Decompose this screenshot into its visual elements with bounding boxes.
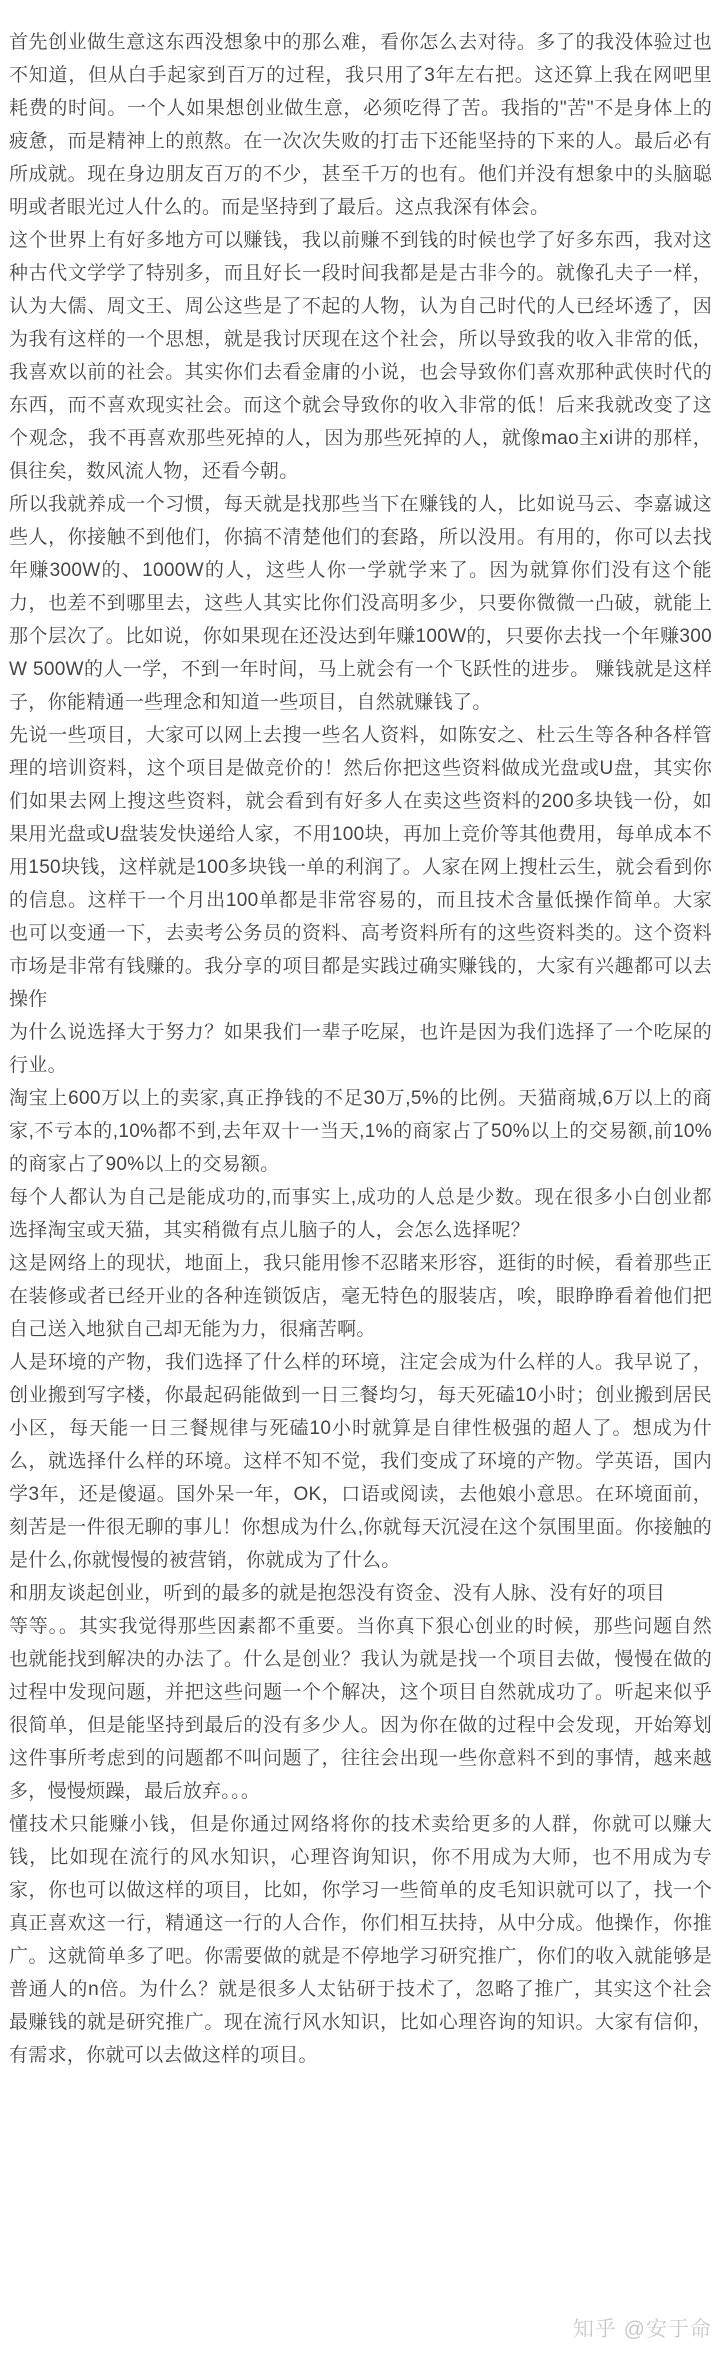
paragraph-line: 等等。。其实我觉得那些因素都不重要。当你真下狠心创业的时候，那些问题自然也就能找到解决的办法了。什么是创业？我认为就是找一个项目去做，慢慢在做的过程中发现问题，并把这些问题一个个解决，这个项目自然就成功了。听起来似乎很简单，但是能坚持到最后的没有多少人。因为你在做的过程中会发现，开始筹划这件事所考虑到的问题都不叫问题了，往往会出现一些你意料不到的事情，越来越多，慢慢烦躁，最后放弃。。。 (9, 1616, 712, 1802)
paragraph-line: 和朋友谈起创业，听到的最多的就是抱怨没有资金、没有人脉、没有好的项目 (9, 1583, 666, 1604)
article-paragraph: 先说一些项目，大家可以网上去搜一些名人资料，如陈安之、杜云生等各种各样管理的培训资料，这个项目是做竞价的！然后你把这些资料做成光盘或U盘，其实你们如果去网上搜这些资料，就会看到有好多人在卖这些资料的200多块钱一份，如果用光盘或U盘装发快递给人家，不用100块，再加上竞价等其他费用，每单成本不用150块钱，这样就是100多块钱一单的利润了。人家在网上搜杜云生，就会看到你的信息。这样干一个月出100单都是非常容易的，而且技术含量低操作简单。大家也可以变通一下，去卖考公务员的资料、高考资料所有的这些资料类的。这个资料市场是非常有钱赚的。我分享的项目都是实践过确实赚钱的，大家有兴趣都可以去操作 (9, 725, 712, 1010)
article-paragraph: 这是网络上的现状，地面上，我只能用惨不忍睹来形容，逛街的时候，看着那些正在装修或者已经开业的各种连锁饭店，毫无特色的服装店，唉，眼睁睁看着他们把自己送入地狱自己却无能为力，很痛苦啊。 (9, 1253, 712, 1340)
article-paragraph: 为什么说选择大于努力？如果我们一辈子吃屎，也许是因为我们选择了一个吃屎的行业。 (9, 1022, 712, 1076)
article-paragraph (9, 1577, 712, 1808)
article-paragraph: 懂技术只能赚小钱，但是你通过网络将你的技术卖给更多的人群，你就可以赚大钱，比如现在流行的风水知识，心理咨询知识，你不用成为大师，也不用成为专家，你也可以做这样的项目，比如，你学习一些简单的皮毛知识就可以了，找一个真正喜欢这一行，精通这一行的人合作，你们相互扶持，从中分成。他操作，你推广。这就简单多了吧。你需要做的就是不停地学习研究推广，你们的收入就能够是普通人的n倍。为什么？就是很多人太钻研于技术了，忽略了推广，其实这个社会最赚钱的就是研究推广。现在流行风水知识，比如心理咨询的知识。大家有信仰，有需求，你就可以去做这样的项目。 (9, 1814, 712, 2066)
article-paragraph: 首先创业做生意这东西没想象中的那么难，看你怎么去对待。多了的我没体验过也不知道，但从白手起家到百万的过程，我只用了3年左右把。这还算上我在网吧里耗费的时间。一个人如果想创业做生意，必须吃得了苦。我指的"苦"不是身体上的疲惫，而是精神上的煎熬。在一次次失败的打击下还能坚持的下来的人。最后必有所成就。现在身边朋友百万的不少，甚至千万的也有。他们并没有想象中的头脑聪明或者眼光过人什么的。而是坚持到了最后。这点我深有体会。 (9, 32, 712, 218)
article-paragraph: 每个人都认为自己是能成功的,而事实上,成功的人总是少数。现在很多小白创业都选择淘宝或天猫，其实稍微有点儿脑子的人，会怎么选择呢？ (9, 1187, 712, 1241)
article-paragraph: 这个世界上有好多地方可以赚钱，我以前赚不到钱的时候也学了好多东西，我对这种古代文学学了特别多，而且好长一段时间我都是是古非今的。就像孔夫子一样，认为大儒、周文王、周公这些是了不起的人物，认为自己时代的人已经坏透了，因为我有这样的一个思想，就是我讨厌现在这个社会，所以导致我的收入非常的低，我喜欢以前的社会。其实你们去看金庸的小说，也会导致你们喜欢那种武侠时代的东西，而不喜欢现实社会。而这个就会导致你的收入非常的低！后来我就改变了这个观念，我不再喜欢那些死掉的人，因为那些死掉的人，就像mao主xi讲的那样，俱往矣，数风流人物，还看今朝。 (9, 230, 712, 482)
zhihu-watermark: 知乎 @安于命 (572, 2318, 712, 2341)
article-paragraph: 淘宝上600万以上的卖家,真正挣钱的不足30万,5%的比例。天猫商城,6万以上的商家,不亏本的,10%都不到,去年双十一当天,1%的商家占了50%以上的交易额,前10%的商家占了90%以上的交易额。 (9, 1088, 712, 1175)
article-paragraph: 人是环境的产物，我们选择了什么样的环境，注定会成为什么样的人。我早说了，创业搬到写字楼，你最起码能做到一日三餐均匀，每天死磕10小时；创业搬到居民小区，每天能一日三餐规律与死磕10小时就算是自律性极强的超人了。想成为什么，就选择什么样的环境。这样不知不觉，我们变成了环境的产物。学英语，国内学3年，还是傻逼。国外呆一年，OK，口语或阅读，去他娘小意思。在环境面前，刻苦是一件很无聊的事儿！你想成为什么,你就每天沉浸在这个氛围里面。你接触的是什么,你就慢慢的被营销，你就成为了什么。 (9, 1352, 712, 1571)
article-paragraph: 所以我就养成一个习惯，每天就是找那些当下在赚钱的人，比如说马云、李嘉诚这些人，你接触不到他们，你搞不清楚他们的套路，所以没用。有用的，你可以去找年赚300W的、1000W的人，这些人你一学就学来了。因为就算你们没有这个能力，也差不到哪里去，这些人其实比你们没高明多少，只要你微微一凸破，就能上那个层次了。比如说，你如果现在还没达到年赚100W的，只要你去找一个年赚300W 500W的人一学，不到一年时间，马上就会有一个飞跃性的进步。 赚钱就是这样子，你能精通一些理念和知道一些项目，自然就赚钱了。 (9, 494, 712, 713)
